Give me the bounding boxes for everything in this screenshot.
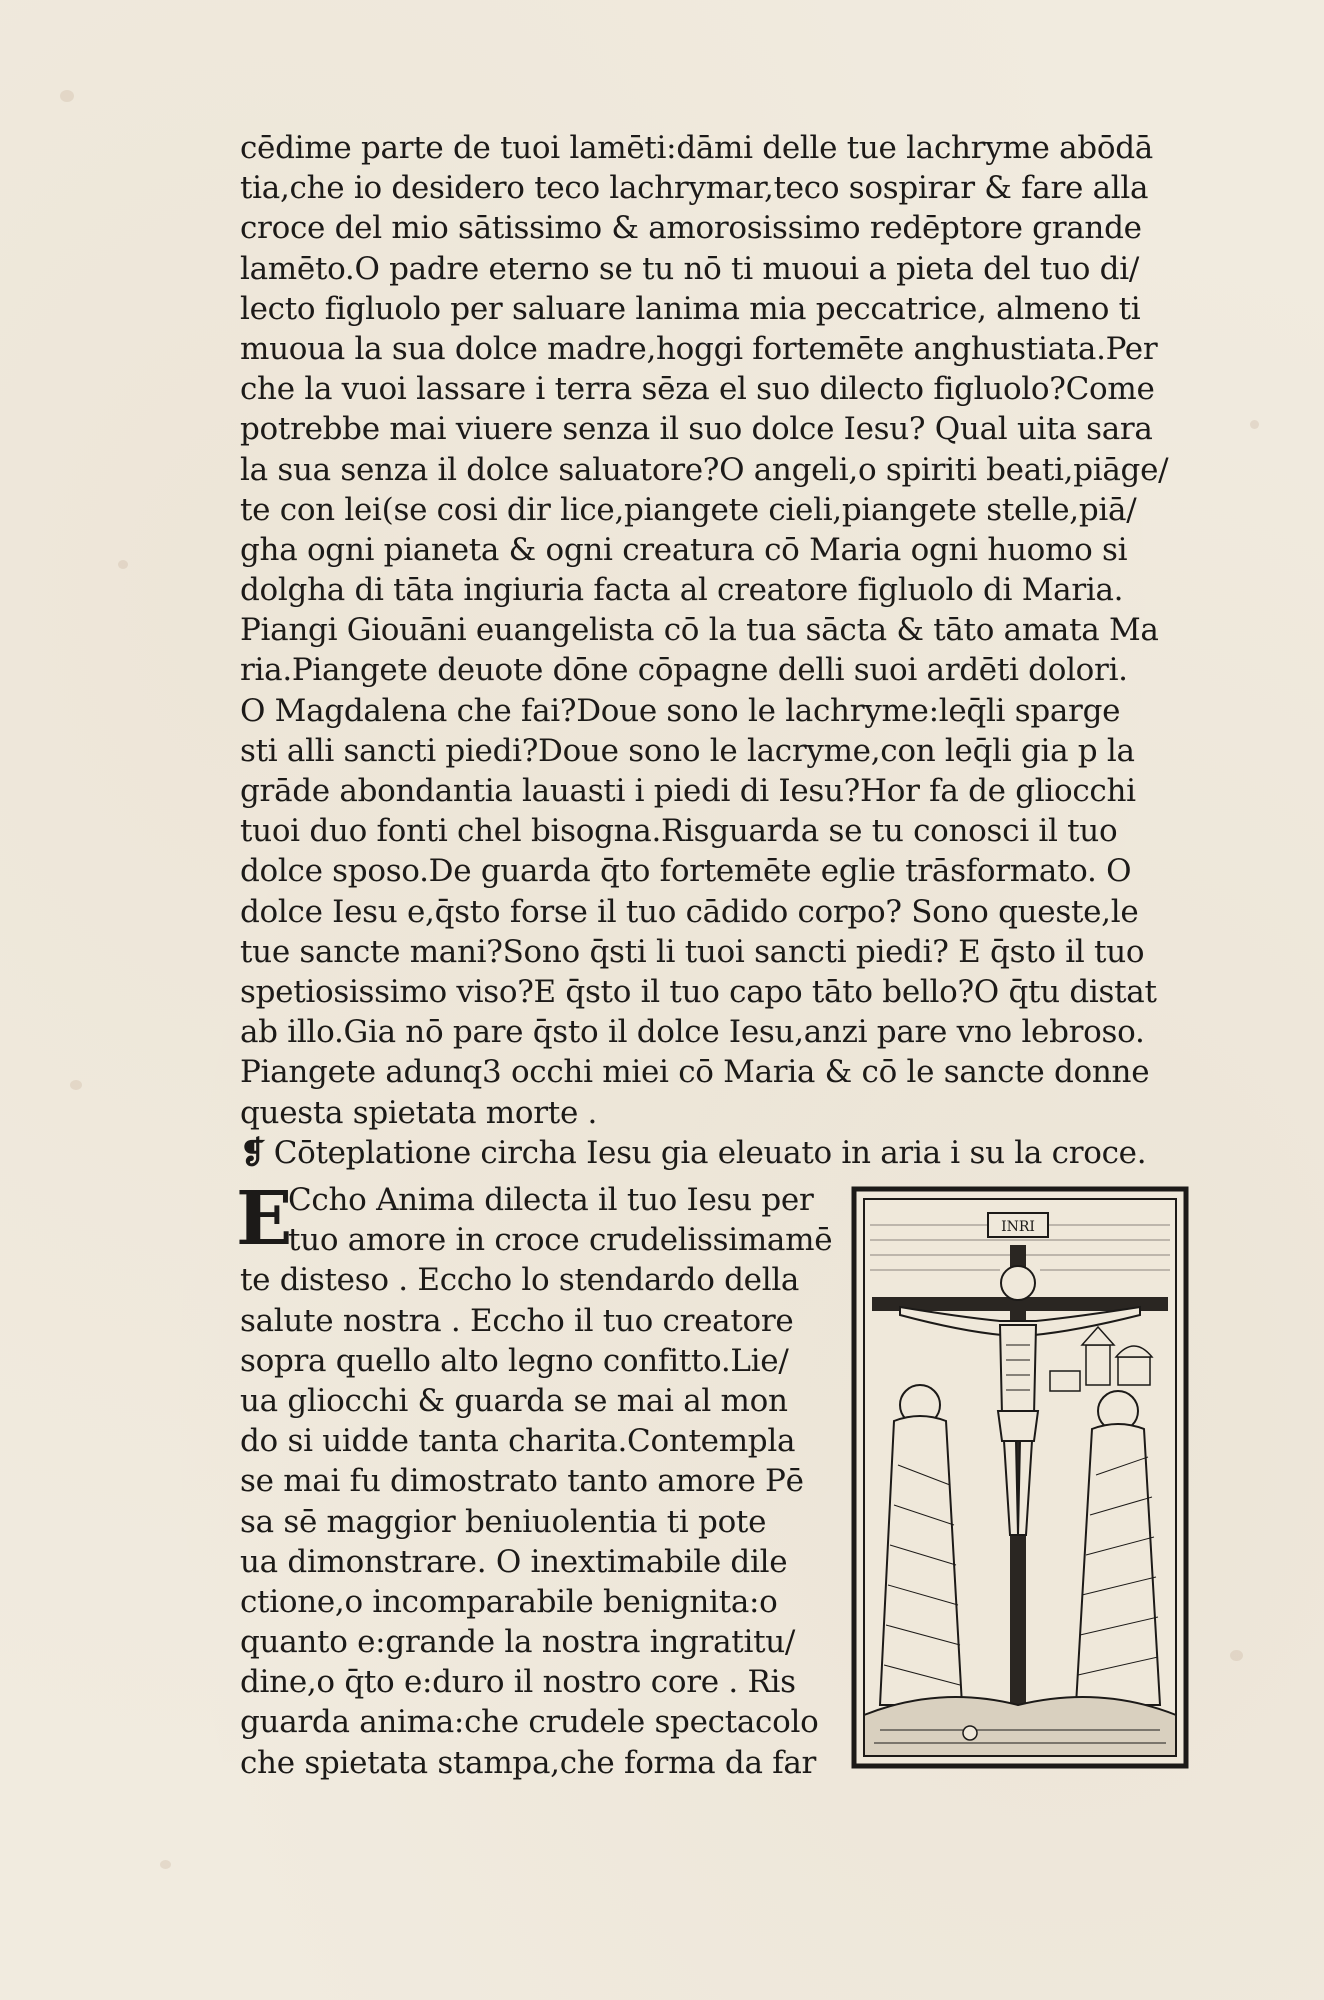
section-heading (240, 1133, 1200, 1173)
text-line: guarda anima:che crudele spectacolo (240, 1704, 819, 1741)
text-line: te disteso . Eccho lo stendardo della (240, 1262, 800, 1299)
text-line: tue sancte mani?Sono q̄sti li tuoi sancti piedi? E q̄sto il tuo (240, 933, 1145, 970)
text-line: salute nostra . Eccho il tuo creatore (240, 1302, 794, 1339)
text-line: dolce sposo.De guarda q̄to fortemēte eglie trāsformato. O (240, 853, 1132, 890)
text-line: Piangi Giouāni euangelista cō la tua sācta & tāto amata Ma (240, 612, 1159, 649)
titulus-text: INRI (1001, 1219, 1035, 1235)
text-line: dolgha di tāta ingiuria facta al creatore figluolo di Maria. (240, 572, 1124, 609)
text-line: se mai fu dimostrato tanto amore Pē (240, 1463, 804, 1500)
text-line: croce del mio sātissimo & amorosissimo redēptore grande (240, 210, 1142, 247)
paragraph-mark-icon: ❡ (240, 1134, 266, 1171)
text-line: potrebbe mai viuere senza il suo dolce Iesu? Qual uita sara (240, 411, 1153, 448)
text-line: lecto figluolo per saluare lanima mia peccatrice, almeno ti (240, 290, 1141, 327)
foxing-spot (1250, 420, 1259, 429)
text-line: grāde abondantia lauasti i piedi di Iesu?Hor fa de gliocchi (240, 773, 1136, 809)
text-line: tuoi duo fonti chel bisogna.Risguarda se tu conosci il tuo (240, 813, 1118, 850)
text-line: lamēto.O padre eterno se tu nō ti muoui a pieta del tuo di/ (240, 250, 1139, 287)
text-line: questa spietata morte . (240, 1094, 598, 1131)
text-line: Piangete adunq3 occhi miei cō Maria & cō le sancte donne (240, 1054, 1150, 1091)
text-line: sti alli sancti piedi?Doue sono le lacryme,con leq̄li gia p la (240, 732, 1135, 769)
crucifixion-woodcut-icon (850, 1185, 1190, 1770)
text-line: sopra quello alto legno confitto.Lie/ (240, 1342, 789, 1379)
lower-text-column (240, 1180, 840, 1783)
text-line: muoua la sua dolce madre,hoggi fortemēte anghustiata.Per (240, 330, 1158, 367)
foxing-spot (160, 1860, 171, 1869)
text-line: ctione,o incomparabile benignita:o (240, 1583, 778, 1620)
golgotha-ground (864, 1697, 1176, 1756)
text-line: ria.Piangete deuote dōne cōpagne delli suoi ardēti dolori. (240, 652, 1128, 689)
text-line: spetiosissimo viso?E q̄sto il tuo capo tāto bello?O q̄tu distat (240, 973, 1157, 1010)
text-line: sa sē maggior beniuolentia ti pote (240, 1503, 767, 1540)
text-line: tuo amore in croce crudelissimamē (288, 1222, 833, 1259)
text-line: tia,che io desidero teco lachrymar,teco sospirar & fare alla (240, 170, 1149, 207)
text-line: Ccho Anima dilecta il tuo Iesu per (288, 1182, 814, 1218)
main-text-block (240, 128, 1200, 1173)
text-line: te con lei(se cosi dir lice,piangete cieli,piangete stelle,piā/ (240, 491, 1137, 528)
text-line: do si uidde tanta charita.Contempla (240, 1423, 796, 1460)
text-line: cēdime parte de tuoi lamēti:dāmi delle tue lachryme abōdā (240, 130, 1153, 166)
foxing-spot (1230, 1650, 1243, 1661)
text-line: O Magdalena che fai?Doue sono le lachryme:leq̄li sparge (240, 692, 1121, 729)
text-line: che spietata stampa,che forma da far (240, 1744, 817, 1781)
text-line: quanto e:grande la nostra ingratitu/ (240, 1624, 796, 1661)
skull-icon (963, 1726, 977, 1740)
text-line: ua dimonstrare. O inextimabile dile (240, 1543, 788, 1580)
foxing-spot (118, 560, 128, 569)
foxing-spot (60, 90, 74, 102)
section-heading-text: Cōteplatione circha Iesu gia eleuato in aria i su la croce. (273, 1134, 1147, 1171)
drop-initial: E (236, 1176, 293, 1262)
text-line: che la vuoi lassare i terra sēza el suo dilecto figluolo?Come (240, 371, 1155, 408)
text-line: ua gliocchi & guarda se mai al mon (240, 1382, 788, 1419)
text-line: gha ogni pianeta & ogni creatura cō Maria ogni huomo si (240, 531, 1128, 568)
text-line: la sua senza il dolce saluatore?O angeli,o spiriti beati,piāge/ (240, 451, 1169, 488)
foxing-spot (70, 1080, 82, 1090)
text-line: dine,o q̄to e:duro il nostro core . Ris (240, 1664, 796, 1701)
text-line: ab illo.Gia nō pare q̄sto il dolce Iesu,anzi pare vno lebroso. (240, 1014, 1145, 1051)
text-line: dolce Iesu e,q̄sto forse il tuo cādido corpo? Sono queste,le (240, 893, 1139, 930)
